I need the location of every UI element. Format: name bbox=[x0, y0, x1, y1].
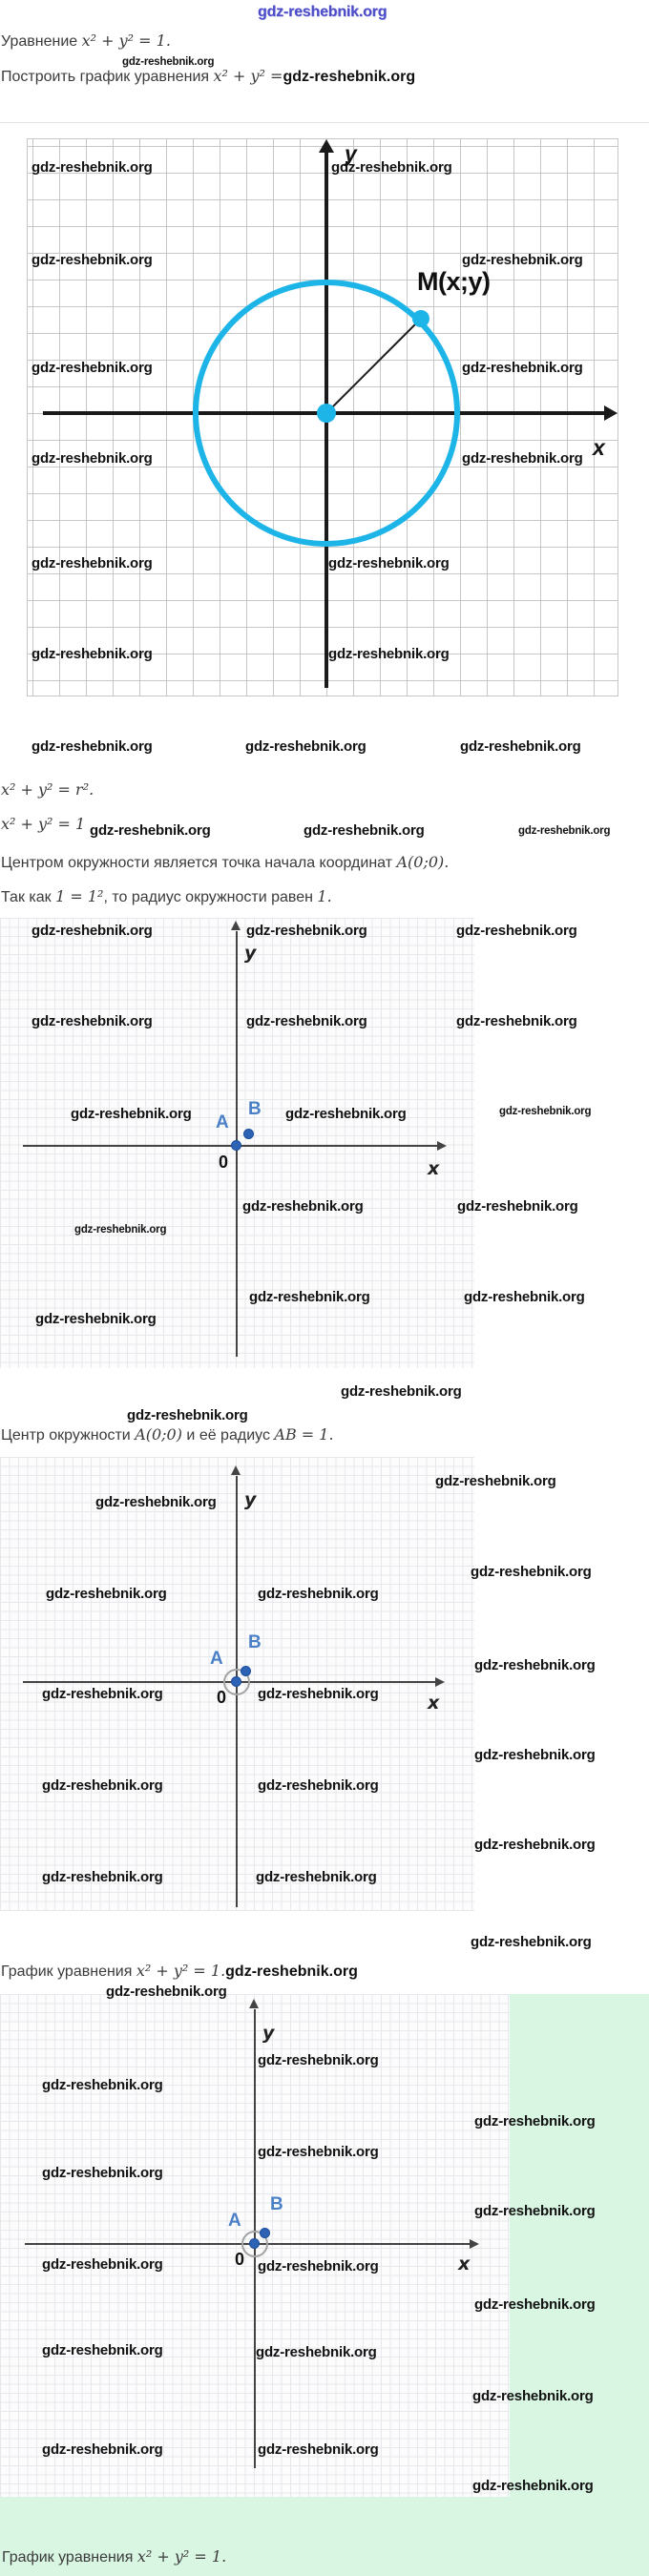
y-axis-arrow-icon bbox=[231, 921, 241, 930]
site-watermark: gdz-reshebnik.org bbox=[462, 450, 583, 467]
site-watermark: gdz-reshebnik.org bbox=[31, 159, 153, 176]
site-watermark: gdz-reshebnik.org bbox=[474, 1657, 596, 1673]
origin-label: 0 bbox=[235, 2250, 245, 2269]
y-axis-label: y bbox=[345, 141, 357, 166]
point-m bbox=[412, 310, 429, 327]
site-watermark: gdz-reshebnik.org bbox=[127, 1407, 248, 1423]
caption-graph-bottom bbox=[2, 2547, 226, 2567]
x-axis-arrow-icon bbox=[604, 405, 618, 421]
site-watermark: gdz-reshebnik.org bbox=[499, 1106, 592, 1117]
text-run: Так как bbox=[1, 889, 56, 905]
site-watermark: gdz-reshebnik.org bbox=[258, 1777, 379, 1794]
site-watermark: gdz-reshebnik.org bbox=[31, 450, 153, 467]
paragraph-center-radius bbox=[1, 1425, 334, 1445]
math-run: x² + y² = r². bbox=[1, 780, 94, 799]
text-run: График уравнения bbox=[1, 1963, 136, 1980]
site-watermark: gdz-reshebnik.org bbox=[122, 56, 215, 68]
point-b-label: B bbox=[248, 1099, 262, 1119]
x-axis-label: x bbox=[428, 1158, 440, 1179]
site-watermark: gdz-reshebnik.org bbox=[71, 1106, 192, 1122]
text-run: , то радиус окружности равен bbox=[103, 889, 318, 905]
equation-specific bbox=[1, 815, 85, 835]
point-a bbox=[231, 1140, 241, 1151]
site-watermark: gdz-reshebnik.org bbox=[42, 1686, 163, 1702]
x-axis-arrow-icon bbox=[435, 1677, 445, 1687]
x-axis-label: x bbox=[458, 2254, 471, 2275]
point-b bbox=[260, 2228, 270, 2238]
math-run: A(0;0). bbox=[396, 853, 450, 871]
equation-general bbox=[1, 780, 94, 800]
math-run: x² + y² = bbox=[213, 67, 283, 85]
site-watermark: gdz-reshebnik.org bbox=[246, 923, 367, 939]
site-watermark: gdz-reshebnik.org bbox=[472, 2478, 594, 2494]
site-watermark: gdz-reshebnik.org bbox=[242, 1198, 364, 1215]
site-watermark: gdz-reshebnik.org bbox=[256, 1869, 377, 1885]
site-watermark: gdz-reshebnik.org bbox=[462, 360, 583, 376]
origin-label: 0 bbox=[219, 1153, 229, 1172]
paragraph-radius bbox=[1, 887, 332, 907]
math-run: x² + y² = 1. bbox=[136, 1962, 226, 1980]
figure-points-graph bbox=[0, 918, 474, 1368]
site-watermark: gdz-reshebnik.org bbox=[256, 2344, 377, 2360]
text-run: График уравнения bbox=[2, 2549, 137, 2566]
site-watermark: gdz-reshebnik.org bbox=[90, 822, 211, 839]
site-watermark: gdz-reshebnik.org bbox=[106, 1984, 227, 2000]
site-watermark: gdz-reshebnik.org bbox=[258, 2441, 379, 2458]
site-watermark: gdz-reshebnik.org bbox=[456, 923, 577, 939]
site-watermark: gdz-reshebnik.org bbox=[246, 1013, 367, 1029]
inline-watermark: gdz-reshebnik.org bbox=[225, 1963, 358, 1980]
math-run: 1 = 1² bbox=[55, 887, 104, 905]
site-watermark: gdz-reshebnik.org bbox=[31, 252, 153, 268]
point-a-label: A bbox=[210, 1649, 223, 1669]
site-watermark: gdz-reshebnik.org bbox=[258, 1686, 379, 1702]
site-watermark: gdz-reshebnik.org bbox=[258, 2052, 379, 2068]
x-axis-arrow-icon bbox=[437, 1141, 447, 1151]
site-watermark: gdz-reshebnik.org bbox=[42, 2342, 163, 2358]
y-axis-arrow-icon bbox=[231, 1465, 241, 1475]
math-run: x² + y² = 1. bbox=[81, 31, 171, 50]
divider bbox=[0, 122, 649, 123]
point-b-label: B bbox=[270, 2194, 283, 2214]
math-run: AB = 1. bbox=[274, 1425, 334, 1444]
figure-result-graph bbox=[0, 1994, 510, 2497]
site-watermark: gdz-reshebnik.org bbox=[42, 1777, 163, 1794]
intro-line-task bbox=[1, 67, 415, 87]
site-watermark: gdz-reshebnik.org bbox=[42, 2077, 163, 2093]
paragraph-center bbox=[1, 853, 449, 873]
site-watermark: gdz-reshebnik.org bbox=[46, 1586, 167, 1602]
site-watermark: gdz-reshebnik.org bbox=[31, 1013, 153, 1029]
site-watermark: gdz-reshebnik.org bbox=[31, 555, 153, 571]
site-watermark: gdz-reshebnik.org bbox=[42, 2165, 163, 2181]
site-watermark: gdz-reshebnik.org bbox=[331, 159, 452, 176]
site-watermark: gdz-reshebnik.org bbox=[249, 1289, 370, 1305]
math-run: A(0;0) bbox=[135, 1425, 182, 1444]
site-watermark: gdz-reshebnik.org bbox=[74, 1224, 167, 1236]
site-watermark: gdz-reshebnik.org bbox=[464, 1289, 585, 1305]
x-axis-arrow-icon bbox=[470, 2239, 479, 2249]
figure-circle-graph bbox=[27, 138, 618, 696]
x-axis-label: x bbox=[593, 435, 605, 460]
site-watermark: gdz-reshebnik.org bbox=[474, 1837, 596, 1853]
figure-compass-graph bbox=[0, 1457, 474, 1911]
math-run: x² + y² = 1. bbox=[136, 2547, 227, 2566]
site-watermark: gdz-reshebnik.org bbox=[471, 1564, 592, 1580]
x-axis-label: x bbox=[428, 1693, 440, 1714]
site-watermark: gdz-reshebnik.org bbox=[341, 1383, 462, 1400]
site-watermark: gdz-reshebnik.org bbox=[285, 1106, 407, 1122]
y-axis-label: y bbox=[244, 943, 257, 964]
site-watermark: gdz-reshebnik.org bbox=[95, 1494, 217, 1510]
site-watermark: gdz-reshebnik.org bbox=[474, 2296, 596, 2313]
point-b-label: B bbox=[248, 1632, 262, 1652]
math-run: 1. bbox=[317, 887, 332, 905]
site-watermark: gdz-reshebnik.org bbox=[42, 2441, 163, 2458]
y-axis-arrow-icon bbox=[249, 1999, 259, 2008]
y-axis-arrow-icon bbox=[319, 139, 334, 153]
site-watermark: gdz-reshebnik.org bbox=[258, 2258, 379, 2275]
site-watermark: gdz-reshebnik.org bbox=[304, 822, 425, 839]
point-a bbox=[249, 2238, 260, 2249]
point-a-label: A bbox=[216, 1112, 229, 1132]
site-watermark: gdz-reshebnik.org bbox=[42, 2256, 163, 2273]
site-watermark: gdz-reshebnik.org bbox=[31, 646, 153, 662]
inline-watermark: gdz-reshebnik.org bbox=[283, 69, 416, 85]
site-watermark: gdz-reshebnik.org bbox=[474, 1747, 596, 1763]
site-watermark: gdz-reshebnik.org bbox=[462, 252, 583, 268]
site-watermark: gdz-reshebnik.org bbox=[518, 825, 611, 837]
text-run: Построить график уравнения bbox=[1, 69, 214, 85]
point-b bbox=[241, 1666, 251, 1676]
site-watermark-header: gdz-reshebnik.org bbox=[258, 4, 387, 20]
text-run: Центром окружности является точка начала координат bbox=[1, 855, 397, 871]
point-a bbox=[231, 1676, 241, 1687]
site-watermark: gdz-reshebnik.org bbox=[460, 738, 581, 755]
y-axis-label: y bbox=[262, 2023, 275, 2044]
site-watermark: gdz-reshebnik.org bbox=[328, 555, 450, 571]
site-watermark: gdz-reshebnik.org bbox=[258, 2144, 379, 2160]
site-watermark: gdz-reshebnik.org bbox=[245, 738, 366, 755]
text-run: Уравнение bbox=[1, 33, 82, 50]
site-watermark: gdz-reshebnik.org bbox=[471, 1934, 592, 1950]
site-watermark: gdz-reshebnik.org bbox=[457, 1198, 578, 1215]
point-m-label: M(x;y) bbox=[417, 267, 491, 296]
caption-graph-mid bbox=[1, 1962, 358, 1982]
text-run: Центр окружности bbox=[1, 1427, 136, 1444]
site-watermark: gdz-reshebnik.org bbox=[31, 923, 153, 939]
site-watermark: gdz-reshebnik.org bbox=[35, 1311, 157, 1327]
origin-point bbox=[317, 404, 336, 423]
intro-line-equation bbox=[1, 31, 171, 52]
site-watermark: gdz-reshebnik.org bbox=[472, 2388, 594, 2404]
site-watermark: gdz-reshebnik.org bbox=[258, 1586, 379, 1602]
site-watermark: gdz-reshebnik.org bbox=[474, 2113, 596, 2129]
origin-label: 0 bbox=[217, 1688, 227, 1707]
site-watermark: gdz-reshebnik.org bbox=[31, 738, 153, 755]
site-watermark: gdz-reshebnik.org bbox=[435, 1473, 556, 1489]
text-run: и её радиус bbox=[181, 1427, 275, 1444]
site-watermark: gdz-reshebnik.org bbox=[31, 360, 153, 376]
site-watermark: gdz-reshebnik.org bbox=[42, 1869, 163, 1885]
math-run: x² + y² = 1 bbox=[1, 815, 86, 833]
highlight-column bbox=[510, 1994, 649, 2497]
site-watermark: gdz-reshebnik.org bbox=[474, 2203, 596, 2219]
point-b bbox=[243, 1129, 254, 1139]
site-watermark: gdz-reshebnik.org bbox=[328, 646, 450, 662]
point-a-label: A bbox=[228, 2211, 241, 2231]
site-watermark: gdz-reshebnik.org bbox=[456, 1013, 577, 1029]
y-axis-label: y bbox=[244, 1489, 257, 1510]
